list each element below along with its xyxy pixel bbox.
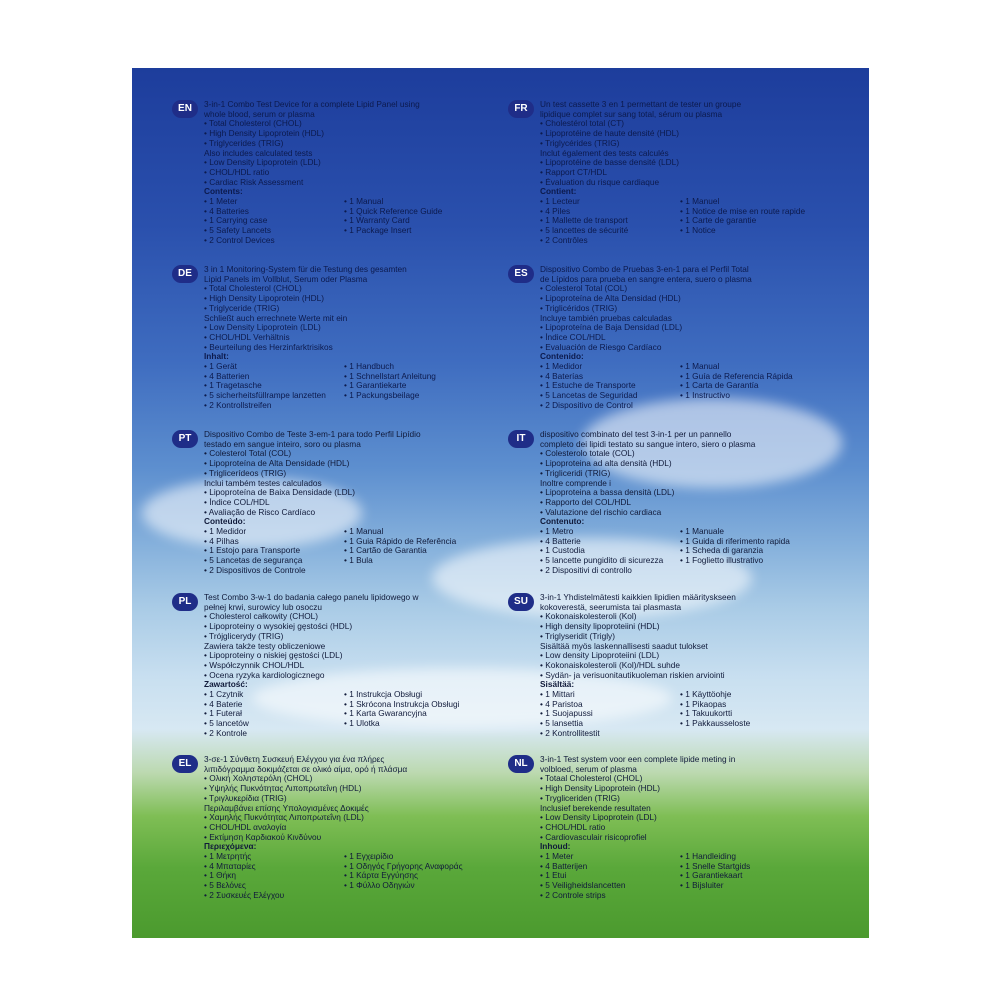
contents-item: • 2 Contrôles [540,235,588,245]
calculated-item: • Low Density Lipoprotein (LDL) [204,323,321,333]
calculated-item: • Ocena ryzyka kardiologicznego [204,670,325,680]
contents-item: • 1 Estuche de Transporte [540,381,636,391]
contents-item: • 1 Garantiekaart [680,871,743,881]
contents-item: • 2 Dispositivi di controllo [540,565,632,575]
contents-item: • 1 Warranty Card [344,216,410,226]
calculated-item: • Cardiovasculair risicoprofiel [540,832,647,842]
contents-item: • 1 Handbuch [344,362,394,372]
test-item: • Lipoproteiny o wysokiej gęstości (HDL) [204,622,353,632]
calculated-item: • Índice COL/HDL [204,497,270,507]
contents-item: • 1 Ulotka [344,719,380,729]
section-content [540,265,850,411]
language-badge: FR [508,100,534,118]
contents-item: • 1 Schnellstart Anleitung [344,371,436,381]
contents-item: • 4 Batterie [540,536,581,546]
intro-text: Dispositivo Combo de Pruebas 3-en-1 para el Perfil Total [540,265,749,274]
language-section-pt [172,430,517,600]
intro-text: lipidique complet sur sang total, sérum ou plasma [540,109,723,119]
section-content [204,100,514,246]
contents-item: • 2 Controle strips [540,890,606,900]
test-item: • Cholestérol total (CT) [540,119,625,129]
contents-item: • 1 Skrócona Instrukcja Obsługi [344,699,460,709]
contents-item: • 4 Baterie [204,699,243,709]
calculated-item: • Kokonaiskolesteroli (Kol)/HDL suhde [540,660,681,670]
test-item: • Τριγλυκερίδια (TRIG) [204,793,287,803]
contents-item: • 1 Garantiekarte [344,381,407,391]
contents-item: • 4 Batterijen [540,861,588,871]
calculated-item: • Cardiac Risk Assessment [204,177,304,187]
intro-text: completo dei lipidi testato su sangue intero, siero o plasma [540,439,756,449]
contents-item: • 5 Lancetas de Seguridad [540,391,638,401]
test-item: • Lipoproteína de Alta Densidade (HDL) [204,459,350,469]
test-item: • High Density Lipoprotein (HDL) [204,294,325,304]
calculated-item: • Εκτίμηση Καρδιακού Κινδύνου [204,832,322,842]
contents-item: • 5 lancettes de sécurité [540,226,629,236]
language-badge: EL [172,755,198,773]
calculated-item: • Lipoproteína de Baixa Densidade (LDL) [204,488,355,498]
contents-label: Περιεχόμενα: [204,842,257,852]
test-item: • Triglyseridit (Trigly) [540,631,615,641]
calculated-item: • Évaluation du risque cardiaque [540,177,660,187]
contents-item: • 1 Scheda di garanzia [680,546,764,556]
calculated-tests-heading: Sisältää myös laskennallisesti saadut tulokset [540,641,708,651]
calculated-item: • Lipoproteiny o niskiej gęstości (LDL) [204,651,343,661]
test-item: • Triglycerides (TRIG) [204,138,284,148]
contents-label: Contient: [540,187,577,197]
contents-item: • 1 Foglietto illustrativo [680,556,764,566]
contents-item: • 4 Batterien [204,371,250,381]
contents-item: • 1 Käyttöohje [680,690,732,700]
contents-item: • 1 Notice [680,226,716,236]
contents-item: • 1 Εγχειρίδιο [344,852,394,862]
contents-item: • 1 Takuukortti [680,709,733,719]
test-item: • Υψηλής Πυκνότητας Λιποπρωτεΐνη (HDL) [204,784,362,794]
contents-list [204,362,514,411]
language-section-nl [508,755,853,925]
contents-label: Contents: [204,187,243,197]
contents-item: • 1 Φύλλο Οδηγιών [344,881,415,891]
test-item: • Lipoproteina ad alta densità (HDL) [540,459,672,469]
contents-item: • 1 Guía de Referencia Rápida [680,371,793,381]
contents-label: Contenuto: [540,517,585,527]
contents-item: • 1 Quick Reference Guide [344,206,443,216]
contents-item: • 1 Cartão de Garantia [344,546,427,556]
contents-item: • 1 Pakkausseloste [680,719,751,729]
language-section-es [508,265,853,435]
contents-item: • 1 Handleiding [680,852,736,862]
calculated-item: • Beurteilung des Herzinfarktrisikos [204,342,333,352]
test-item: • Lipoprotéine de haute densité (HDL) [540,129,679,139]
calculated-item: • Χαμηλής Πυκνότητας Λιποπρωτεΐνη (LDL) [204,813,364,823]
language-badge: EN [172,100,198,118]
calculated-item: • Índice COL/HDL [540,332,606,342]
calculated-tests-heading: Inclui também testes calculados [204,478,322,488]
calculated-item: • Współczynnik CHOL/HDL [204,660,305,670]
contents-item: • 1 Package Insert [344,226,412,236]
contents-list [540,690,850,739]
intro-text: Test Combo 3-w-1 do badania całego panelu lipidowego w [204,593,419,602]
test-item: • Colesterolo totale (COL) [540,449,635,459]
contents-item: • 1 Carte de garantie [680,216,757,226]
contents-item: • 1 Carta de Garantía [680,381,759,391]
calculated-item: • Low Density Lipoprotein (LDL) [540,813,657,823]
test-item: • Triglycérides (TRIG) [540,138,620,148]
test-item: • Kokonaiskolesteroli (Kol) [540,612,637,622]
contents-item: • 1 Instructivo [680,391,730,401]
language-badge: PT [172,430,198,448]
contents-item: • 5 Safety Lancets [204,226,272,236]
calculated-item: • Lipoprotéine de basse densité (LDL) [540,158,679,168]
section-content [204,755,514,901]
contents-item: • 1 Medidor [204,527,247,537]
language-section-en [172,100,517,270]
intro-text: 3 in 1 Monitoring-System für die Testung des gesamten [204,265,407,274]
section-content [540,593,850,739]
language-badge: IT [508,430,534,448]
contents-item: • 1 Packungsbeilage [344,391,420,401]
language-badge: SU [508,593,534,611]
test-item: • Total Cholesterol (CHOL) [204,284,302,294]
contents-item: • 1 Futerał [204,709,242,719]
section-content [204,265,514,411]
intro-text: kokoverestä, seerumista tai plasmasta [540,602,682,612]
language-section-pl [172,593,517,763]
contents-item: • 1 Guia Rápido de Referência [344,536,457,546]
intro-text: Un test cassette 3 en 1 permettant de tester un groupe [540,100,742,109]
test-item: • Ολική Χοληστερόλη (CHOL) [204,774,313,784]
contents-item: • 1 Snelle Startgids [680,861,751,871]
intro-text: λιπιδόγραμμα δοκιμάζεται σε ολικό αίμα, ορό ή πλάσμα [204,764,408,774]
contents-item: • 1 Mallette de transport [540,216,628,226]
contents-item: • 1 Manual [680,362,720,372]
contents-item: • 5 sicherheitsfüllrampe lanzetten [204,391,326,401]
contents-list [540,362,850,411]
contents-item: • 1 Medidor [540,362,583,372]
contents-item: • 1 Gerät [204,362,237,372]
language-badge: PL [172,593,198,611]
contents-list [204,197,514,246]
contents-item: • 1 Notice de mise en route rapide [680,206,806,216]
contents-list [204,690,514,739]
intro-text: Lipid Panels im Vollblut, Serum oder Plasma [204,274,368,284]
contents-item: • 1 Meter [540,852,574,862]
contents-label: Zawartość: [204,680,248,690]
intro-text: whole blood, serum or plasma [204,109,315,119]
calculated-item: • Low density Lipoproteiini (LDL) [540,651,660,661]
intro-text: 3-in-1 Yhdistelmätesti kaikkien lipidien määrityskseen [540,593,736,602]
calculated-item: • Low Density Lipoprotein (LDL) [204,158,321,168]
language-section-el [172,755,517,925]
test-item: • Trójglicerydy (TRIG) [204,631,284,641]
contents-item: • 2 Dispositivos de Controle [204,565,306,575]
test-item: • High Density Lipoprotein (HDL) [204,129,325,139]
contents-list [540,197,850,246]
calculated-item: • CHOL/HDL Verhältnis [204,332,290,342]
calculated-tests-heading: Also includes calculated tests [204,148,313,158]
calculated-item: • Rapporto del COL/HDL [540,497,631,507]
intro-text: pełnej krwi, surowicy lub osoczu [204,602,323,612]
contents-item: • 1 Meter [204,197,238,207]
calculated-tests-heading: Zawiera także testy obliczeniowe [204,641,326,651]
calculated-item: • CHOL/HDL αναλογία [204,822,287,832]
contents-item: • 1 Θήκη [204,871,236,881]
calculated-item: • Lipoproteina a bassa densità (LDL) [540,488,675,498]
intro-text: volbloed, serum of plasma [540,764,637,774]
contents-item: • 1 Κάρτα Εγγύησης [344,871,418,881]
contents-item: • 2 Control Devices [204,235,275,245]
contents-item: • 5 Veiligheidslancetten [540,881,626,891]
language-badge: DE [172,265,198,283]
contents-item: • 1 Estojo para Transporte [204,546,301,556]
test-item: • Trygliceriden (TRIG) [540,793,620,803]
contents-item: • 4 Batteries [204,206,249,216]
contents-item: • 4 Paristoa [540,699,583,709]
contents-item: • 1 Bijsluiter [680,881,724,891]
contents-list [540,852,850,901]
test-item: • High density lipoproteiini (HDL) [540,622,660,632]
contents-item: • 2 Dispositivo de Control [540,400,633,410]
contents-label: Inhoud: [540,842,571,852]
contents-label: Conteúdo: [204,517,246,527]
intro-text: 3-in-1 Test system voor een complete lipide meting in [540,755,736,764]
intro-text: 3-σε-1 Σύνθετη Συσκευή Ελέγχου για ένα πλήρες [204,755,385,764]
language-badge: ES [508,265,534,283]
contents-item: • 1 Οδηγός Γρήγορης Αναφοράς [344,861,463,871]
language-section-de [172,265,517,435]
calculated-item: • CHOL/HDL ratio [540,822,606,832]
contents-item: • 1 Tragetasche [204,381,262,391]
calculated-item: • CHOL/HDL ratio [204,167,270,177]
contents-item: • 1 Custodia [540,546,585,556]
calculated-item: • Avaliação de Risco Cardíaco [204,507,316,517]
calculated-item: • Lipoproteína de Baja Densidad (LDL) [540,323,683,333]
contents-list [204,527,514,576]
test-item: • Lipoproteína de Alta Densidad (HDL) [540,294,681,304]
section-content [204,430,514,576]
test-item: • Cholesterol całkowity (CHOL) [204,612,319,622]
language-section-it [508,430,853,600]
contents-item: • 5 Βελόνες [204,881,246,891]
contents-item: • 1 Karta Gwarancyjna [344,709,427,719]
intro-text: 3-in-1 Combo Test Device for a complete Lipid Panel using [204,100,420,109]
section-content [204,593,514,739]
contents-item: • 5 Lancetas de segurança [204,556,303,566]
contents-item: • 4 Pilhas [204,536,239,546]
contents-item: • 5 lancette pungidito di sicurezza [540,556,664,566]
contents-item: • 1 Instrukcja Obsługi [344,690,423,700]
contents-item: • 1 Czytnik [204,690,244,700]
contents-item: • 1 Guida di riferimento rapida [680,536,790,546]
contents-item: • 4 Baterías [540,371,584,381]
contents-label: Inhalt: [204,352,229,362]
calculated-item: • Rapport CT/HDL [540,167,607,177]
intro-text: de Lípidos para prueba en sangre entera, suero o plasma [540,274,752,284]
language-badge: NL [508,755,534,773]
test-item: • Colesterol Total (COL) [204,449,292,459]
contents-label: Contenido: [540,352,584,362]
section-content [540,430,850,576]
contents-item: • 5 lancetów [204,719,249,729]
test-item: • High Density Lipoprotein (HDL) [540,784,661,794]
test-item: • Triglicéridos (TRIG) [540,303,618,313]
contents-item: • 1 Bula [344,556,373,566]
calculated-tests-heading: Schließt auch errechnete Werte mit ein [204,313,348,323]
calculated-item: • Evaluación de Riesgo Cardíaco [540,342,662,352]
test-item: • Triglyceride (TRIG) [204,303,280,313]
contents-item: • 1 Lecteur [540,197,580,207]
contents-label: Sisältää: [540,680,575,690]
test-item: • Total Cholesterol (CHOL) [204,119,302,129]
contents-item: • 1 Manual [344,527,384,537]
contents-item: • 1 Etui [540,871,567,881]
contents-item: • 2 Kontrollitestit [540,728,600,738]
intro-text: dispositivo combinato del test 3-in-1 per un pannello [540,430,732,439]
test-item: • Totaal Cholesterol (CHOL) [540,774,643,784]
calculated-tests-heading: Inoltre comprende i [540,478,612,488]
contents-item: • 1 Pikaopas [680,699,727,709]
language-section-fr [508,100,853,270]
contents-item: • 1 Μετρητής [204,852,252,862]
language-section-su [508,593,853,763]
contents-item: • 1 Manual [344,197,384,207]
contents-item: • 1 Manuel [680,197,720,207]
contents-list [204,852,514,901]
calculated-item: • Valutazione del rischio cardiaca [540,507,662,517]
calculated-item: • Sydän- ja verisuonitautikuoleman riskien arviointi [540,670,725,680]
intro-text: Dispositivo Combo de Teste 3-em-1 para todo Perfil Lipídio [204,430,421,439]
contents-item: • 2 Kontrole [204,728,248,738]
test-item: • Triglicerídeos (TRIG) [204,468,287,478]
section-content [540,755,850,901]
calculated-tests-heading: Incluye también pruebas calculadas [540,313,672,323]
calculated-tests-heading: Περιλαμβάνει επίσης Υπολογισμένες Δοκιμές [204,803,369,813]
contents-item: • 1 Manuale [680,527,724,537]
calculated-tests-heading: Inclut également des tests calculés [540,148,669,158]
test-item: • Colesterol Total (COL) [540,284,628,294]
contents-item: • 5 lansettia [540,719,584,729]
contents-list [540,527,850,576]
contents-item: • 1 Carrying case [204,216,268,226]
section-content [540,100,850,246]
contents-item: • 1 Mittari [540,690,575,700]
contents-item: • 2 Συσκευές Ελέγχου [204,890,285,900]
contents-item: • 1 Suojapussi [540,709,593,719]
contents-item: • 1 Metro [540,527,574,537]
contents-item: • 4 Piles [540,206,571,216]
intro-text: testado em sangue inteiro, soro ou plasma [204,439,361,449]
calculated-tests-heading: Inclusief berekende resultaten [540,803,651,813]
contents-item: • 4 Μπαταρίες [204,861,256,871]
test-item: • Trigliceridi (TRIG) [540,468,611,478]
contents-item: • 2 Kontrollstreifen [204,400,272,410]
